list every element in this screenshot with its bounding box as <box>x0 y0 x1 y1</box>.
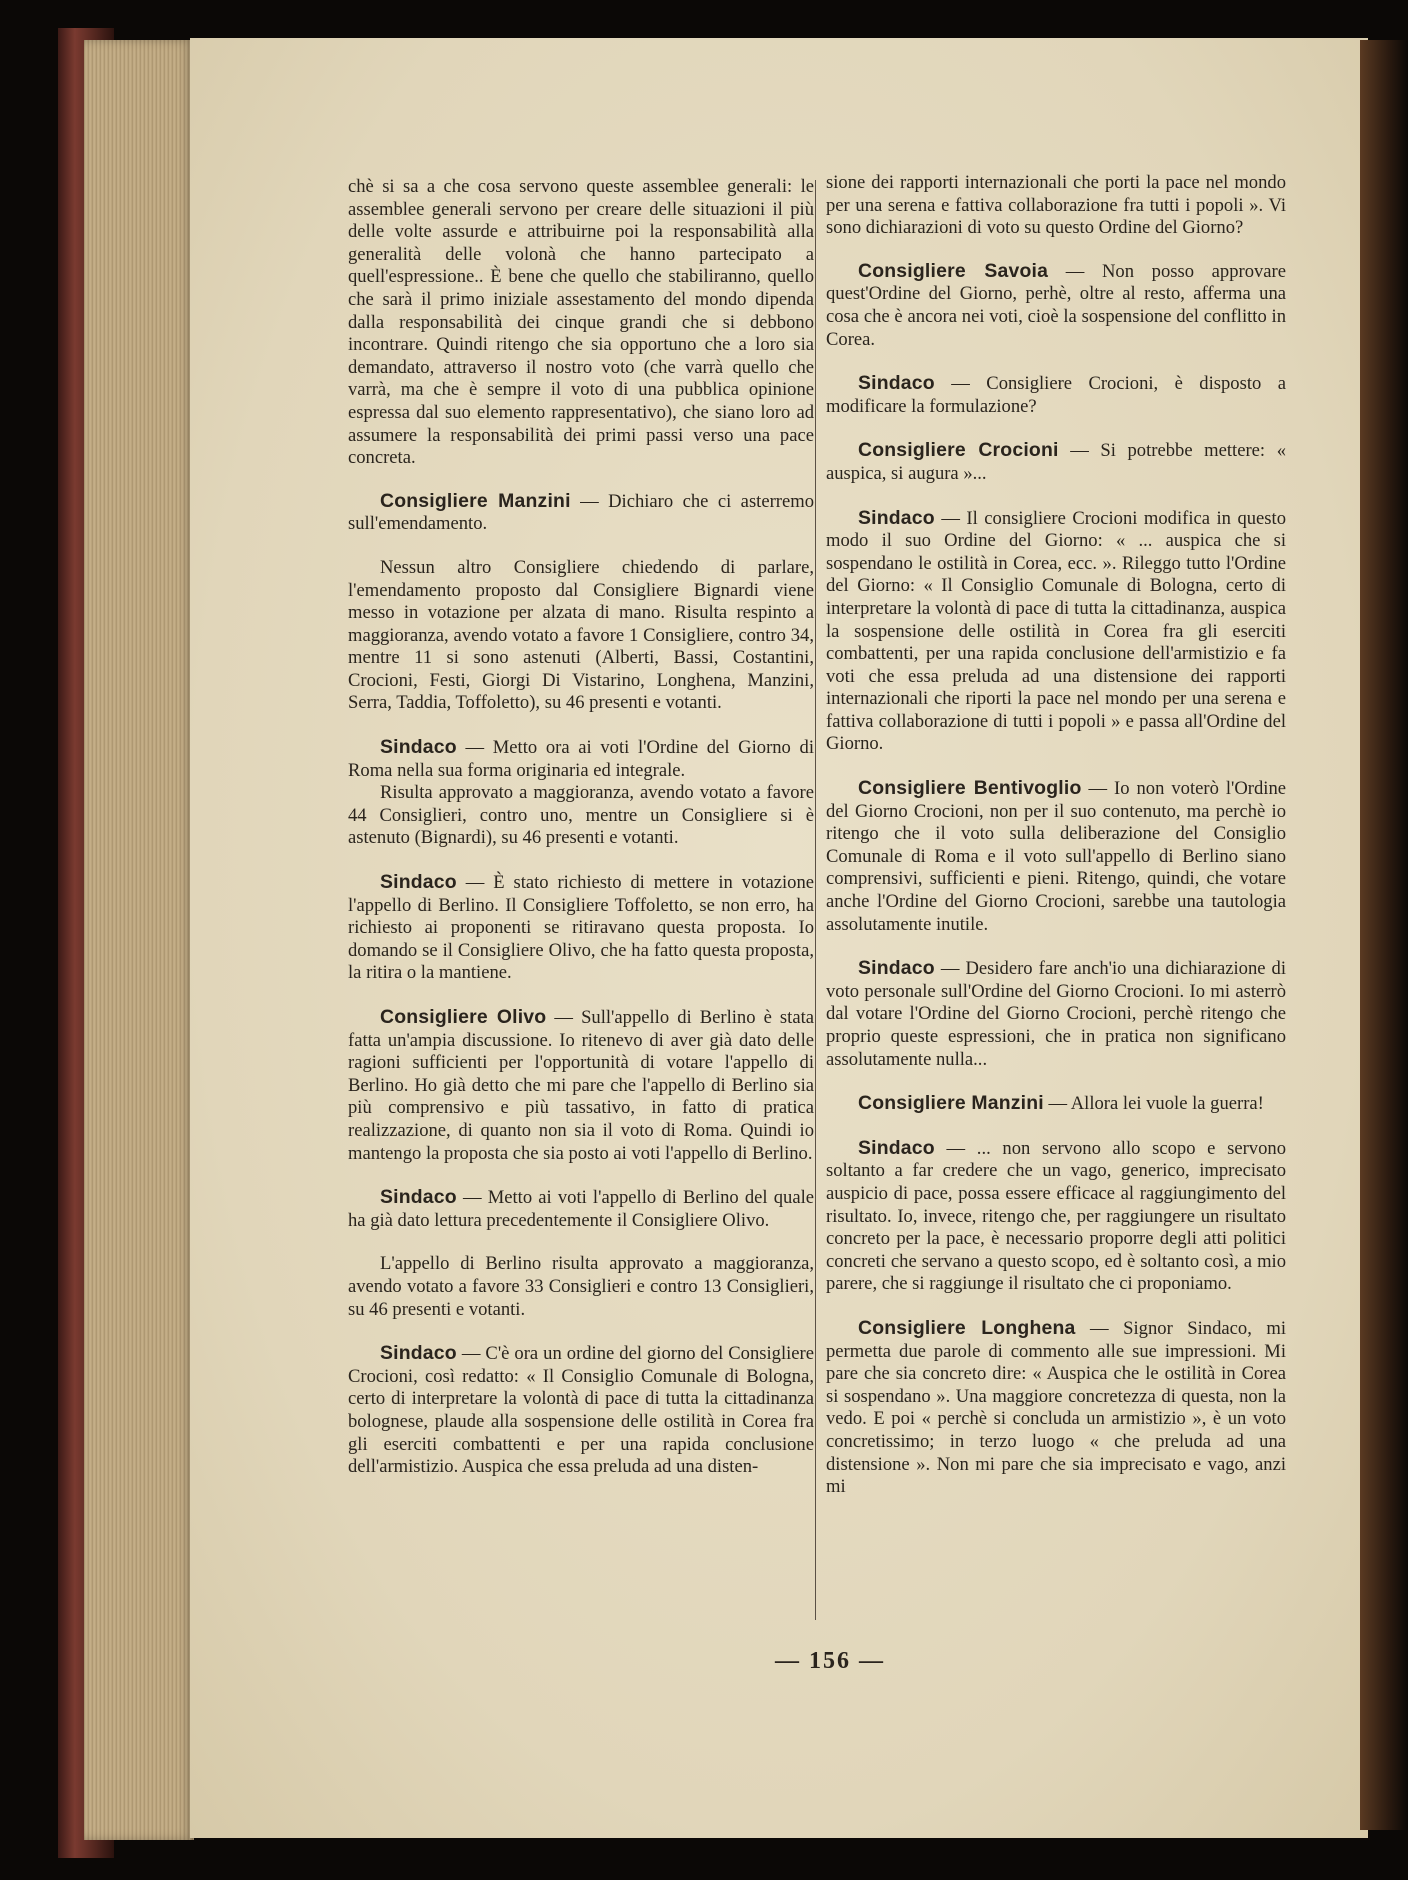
paragraph: sione dei rapporti internazionali che porti la pace nel mondo per una serena e fattiva collaborazione fra tutti i popoli ». Vi sono dichiarazioni di voto su questo Ordine del Giorno? <box>826 172 1286 239</box>
page-stack-edge <box>84 40 194 1840</box>
paragraph: L'appello di Berlino risulta approvato a maggioranza, avendo votato a favore 33 Consiglieri e contro 13 Consiglieri, su 46 presenti e votanti. <box>348 1253 814 1320</box>
paragraph: Sindaco — Desidero fare anch'io una dichiarazione di voto personale sull'Ordine del Giorno Crocioni. Io mi asterrò dal votare l'Ordine del Giorno Crocioni, perchè ritengo che proprio queste espressioni, che in pratica non significano assolutamente nulla... <box>826 957 1286 1070</box>
speaker-name: Sindaco <box>380 871 457 894</box>
paragraph: Risulta approvato a maggioranza, avendo votato a favore 44 Consiglieri, contro uno, mentre un Consigliere si è astenuto (Bignardi), su 46 presenti e votanti. <box>348 782 814 849</box>
speaker-name: Consigliere Manzini <box>858 1092 1044 1115</box>
paragraph: Sindaco — Metto ora ai voti l'Ordine del Giorno di Roma nella sua forma originaria ed integrale. <box>348 736 814 781</box>
speaker-name: Consigliere Olivo <box>380 1006 547 1028</box>
paragraph: Sindaco — C'è ora un ordine del giorno del Consigliere Crocioni, così redatto: « Il Consiglio Comunale di Bologna, certo di interpretare la volontà di pace di tutta la cittadinanza bolognese, plaude alla sospensione delle ostilità in Corea fra gli eserciti combattenti e per una rapida conclusione dell'armistizio. Auspica che essa preluda ad una disten- <box>348 1342 814 1478</box>
speaker-name: Consigliere Bentivoglio <box>858 777 1082 800</box>
paragraph: Consigliere Longhena — Signor Sindaco, mi permetta due parole di commento alle sue impressioni. Mi pare che sia concreto dire: « Auspica che le ostilità in Corea si sospendano ». Una maggiore concretezza di questa, non la vedo. E poi « perchè si concluda un armistizio », è un voto concretissimo; in terzo luogo « che preluda ad una distensione ». Non mi pare che sia imprecisato e vago, anzi mi <box>826 1316 1286 1498</box>
speaker-name: Sindaco <box>380 736 457 759</box>
page-number: — 156 — <box>775 1648 885 1674</box>
speaker-name: Sindaco <box>858 372 935 395</box>
binding-shadow <box>1360 40 1408 1830</box>
speaker-name: Consigliere Longhena <box>858 1316 1076 1339</box>
left-column <box>348 176 814 1479</box>
paragraph: Consigliere Manzini — Dichiaro che ci asterremo sull'emendamento. <box>348 489 814 535</box>
paragraph: Consigliere Bentivoglio — Io non voterò l'Ordine del Giorno Crocioni, non per il suo contenuto, ma perchè io ritengo che il voto sulla deliberazione del Consiglio Comunale di Roma e il voto sull'appello di Berlino siano comprensivi, sufficienti e pieni. Ritengo, quindi, che votare anche l'Ordine del Giorno Crocioni, sarebbe una tautologia assolutamente inutile. <box>826 777 1286 935</box>
paragraph: Consigliere Olivo — Sull'appello di Berlino è stata fatta un'ampia discussione. Io ritenevo di aver già dato delle ragioni sufficienti per l'opportunità di votare l'appello di Berlino. Ho già detto che mi pare che l'appello di Berlino sia più comprensivo e più tassativo, in fatto di pratica realizzazione, di quanto non sia il voto di Roma. Quindi io mantengo la proposta che sia posto ai voti l'appello di Berlino. <box>348 1006 815 1164</box>
paragraph: Consigliere Savoia — Non posso approvare quest'Ordine del Giorno, perhè, oltre al resto, afferma una cosa che è ancora nei voti, cioè la sospensione del conflitto in Corea. <box>826 259 1286 350</box>
speaker-name: Consigliere Manzini <box>380 489 571 512</box>
paragraph: Sindaco — Il consigliere Crocioni modifica in questo modo il suo Ordine del Giorno: « ... auspica che si sospendano le ostilità in Corea, ecc. ». Rileggo tutto l'Ordine del Giorno: « Il Consiglio Comunale di Bologna, certo di interpretare la volontà di pace di tutta la cittadinanza, auspica la sospensione delle ostilità in Corea fra gli eserciti combattenti, per una rapida conclusione dell'armistizio e fa voti che essa preluda ad una distensione dei rapporti internazionali che riporti la pace nel mondo per una serena e fattiva collaborazione di tutti i popoli » e passa all'Ordine del Giorno. <box>826 506 1286 755</box>
paragraph: Consigliere Crocioni — Si potrebbe mettere: « auspica, si augura »... <box>826 439 1286 484</box>
paragraph: Consigliere Manzini — Allora lei vuole la guerra! <box>858 1092 1264 1115</box>
speaker-name: Sindaco <box>380 1186 457 1209</box>
paragraph: Sindaco — Consigliere Crocioni, è disposto a modificare la formulazione? <box>826 372 1286 417</box>
speaker-name: Sindaco <box>380 1342 457 1365</box>
paragraph: chè si sa a che cosa servono queste assemblee generali: le assemblee generali servono per creare delle situazioni il più delle volte assurde e attribuirne poi la responsabilità alla generalità delle volonà che hanno partecipato a quell'espressione.. È bene che quello che stabiliranno, quello che sarà il primo iniziale assestamento del mondo dipenda dalla responsabilità dei cinque grandi che si debbono incontrare. Quindi ritengo che sia opportuno che a loro sia demandato, attraverso il nostro voto (che varrà quello che varrà, ma che è sempre il voto di una pubblica opinione espressa dal suo elemento rappresentativo), che siano loro ad assumere la responsabilità dei primi passi verso una pace concreta. <box>348 176 814 469</box>
column-divider <box>815 180 816 1620</box>
right-column <box>826 172 1286 1499</box>
paragraph: Nessun altro Consigliere chiedendo di parlare, l'emendamento proposto dal Consigliere Bignardi viene messo in votazione per alzata di mano. Risulta respinto a maggioranza, avendo votato a favore 1 Consigliere, contro 34, mentre 11 si sono astenuti (Alberti, Bassi, Costantini, Crocioni, Festi, Giorgi Di Vistarino, Longhena, Manzini, Serra, Taddia, Toffoletto), su 46 presenti e votanti. <box>348 556 814 714</box>
speaker-name: Consigliere Crocioni <box>858 439 1059 462</box>
paragraph: Sindaco — ... non servono allo scopo e servono soltanto a far credere che un vago, generico, imprecisato auspicio di pace, possa essere efficace al raggiungimento del risultato. Io, invece, ritengo che, per raggiungere un risultato concreto per la pace, è necessario proporre degli atti politici concreti che servano a questo scopo, ed è soltanto così, a mio parere, che si raggiunge il risultato che ci proponiamo. <box>826 1136 1286 1295</box>
speaker-name: Sindaco <box>858 1136 935 1159</box>
speaker-name: Sindaco <box>858 506 935 529</box>
speaker-name: Sindaco <box>858 957 935 980</box>
paragraph: Sindaco — È stato richiesto di mettere in votazione l'appello di Berlino. Il Consigliere Toffoletto, se non erro, ha richiesto ai proponenti se ritiravano questa proposta. Io domando se il Consigliere Olivo, che ha fatto questa proposta, la ritira o la mantiene. <box>348 871 814 984</box>
paragraph: Sindaco — Metto ai voti l'appello di Berlino del quale ha già dato lettura precedentemente il Consigliere Olivo. <box>348 1186 814 1231</box>
speaker-name: Consigliere Savoia <box>858 259 1049 282</box>
